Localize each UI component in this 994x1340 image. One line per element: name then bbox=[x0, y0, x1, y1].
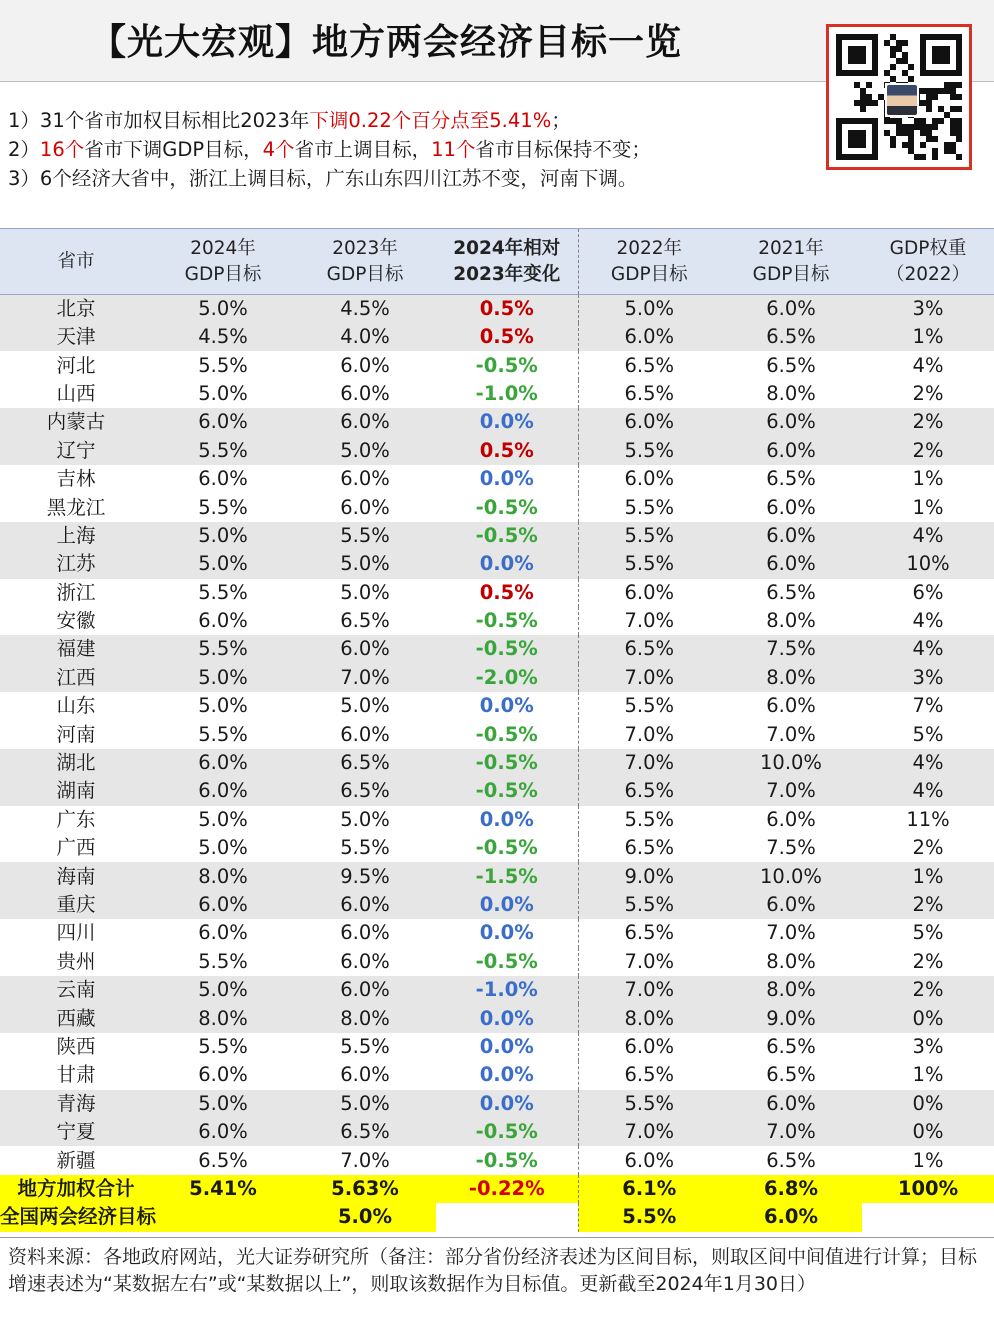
gdp2024-cell: 5.5% bbox=[198, 1034, 248, 1058]
summary-text: 省市下调GDP目标， bbox=[84, 138, 263, 161]
change-cell: -0.5% bbox=[436, 635, 578, 663]
gdp2021-cell: 6.5% bbox=[766, 1148, 816, 1172]
gdp2022-cell: 6.5% bbox=[624, 381, 675, 405]
weight-cell: 4% bbox=[912, 779, 944, 803]
summary-highlight: 下调0.22个百分点至5.41% bbox=[309, 109, 552, 132]
gdp2021-cell: 6.0% bbox=[766, 893, 816, 916]
province-cell: 海南 bbox=[56, 864, 96, 888]
sum-weight: 100% bbox=[897, 1176, 959, 1200]
gdp2023-cell: 6.0% bbox=[340, 893, 390, 916]
table-row bbox=[0, 749, 994, 777]
gdp2022-cell: 5.5% bbox=[624, 523, 675, 547]
gdp2023-cell: 6.0% bbox=[340, 381, 390, 405]
change-cell: -0.5% bbox=[436, 1118, 578, 1146]
gdp2023-cell: 5.0% bbox=[340, 580, 390, 604]
gdp2021-cell: 6.0% bbox=[766, 552, 816, 576]
gdp2023-cell: 5.0% bbox=[340, 552, 390, 576]
change-cell: -0.5% bbox=[436, 607, 578, 635]
gdp2023-cell: 5.0% bbox=[340, 1091, 390, 1115]
gdp2022-cell: 5.5% bbox=[624, 552, 675, 576]
change-cell: -0.5% bbox=[436, 493, 578, 521]
gdp2022-cell: 6.5% bbox=[624, 353, 675, 377]
gdp2022-cell: 5.5% bbox=[624, 807, 675, 831]
gdp2023-cell: 6.0% bbox=[340, 467, 390, 491]
gdp2022-cell: 5.5% bbox=[624, 438, 675, 462]
change-cell: -0.5% bbox=[436, 749, 578, 777]
gdp2021-cell: 6.0% bbox=[766, 438, 816, 462]
gdp2024-cell: 6.0% bbox=[198, 751, 248, 775]
gdp2022-cell: 7.0% bbox=[624, 609, 675, 633]
province-cell: 北京 bbox=[56, 297, 96, 320]
gdp2024-cell: 5.5% bbox=[198, 722, 248, 746]
gdp2023-cell: 6.0% bbox=[340, 921, 390, 945]
gdp2021-cell: 8.0% bbox=[766, 949, 816, 973]
change-cell: -0.5% bbox=[436, 351, 578, 379]
weight-cell: 0% bbox=[912, 1120, 944, 1144]
weight-cell: 2% bbox=[912, 410, 944, 434]
gdp2021-cell: 6.0% bbox=[766, 694, 816, 718]
gdp2021-cell: 6.0% bbox=[766, 495, 816, 519]
gdp2021-cell: 7.5% bbox=[766, 836, 816, 860]
table-row bbox=[0, 948, 994, 976]
weighted-sum-row bbox=[0, 1175, 994, 1203]
summary-text: 1）31个省市加权目标相比2023年 bbox=[8, 109, 310, 132]
gdp2021-cell: 7.5% bbox=[766, 637, 816, 661]
gdp2023-cell: 5.5% bbox=[340, 836, 390, 860]
gdp2022-cell: 6.0% bbox=[624, 580, 675, 604]
province-cell: 天津 bbox=[56, 325, 96, 349]
province-cell: 吉林 bbox=[56, 467, 96, 491]
table-row bbox=[0, 493, 994, 521]
weight-cell: 4% bbox=[912, 523, 944, 547]
table-row bbox=[0, 323, 994, 351]
gdp-target-table bbox=[0, 228, 994, 1232]
table-row bbox=[0, 1118, 994, 1146]
change-cell: -1.5% bbox=[436, 862, 578, 890]
sum-g24: 5.41% bbox=[189, 1176, 257, 1200]
province-cell: 青海 bbox=[56, 1091, 96, 1115]
summary-line-2 bbox=[8, 135, 818, 164]
gdp2021-cell: 6.0% bbox=[766, 523, 816, 547]
gdp2022-cell: 6.5% bbox=[624, 1063, 675, 1087]
gdp2023-cell: 6.0% bbox=[340, 949, 390, 973]
gdp2021-cell: 10.0% bbox=[760, 864, 822, 888]
summary-line-3: 3）6个经济大省中，浙江上调目标，广东山东四川江苏不变，河南下调。 bbox=[8, 167, 638, 190]
province-cell: 浙江 bbox=[56, 580, 96, 604]
sum-g22: 6.1% bbox=[622, 1176, 677, 1200]
gdp2024-cell: 5.5% bbox=[198, 438, 248, 462]
table-row bbox=[0, 1090, 994, 1118]
table-row bbox=[0, 635, 994, 663]
weight-cell: 2% bbox=[912, 978, 944, 1002]
weight-cell: 6% bbox=[912, 580, 944, 604]
gdp2023-cell: 4.5% bbox=[340, 297, 390, 320]
gdp2021-cell: 7.0% bbox=[766, 921, 816, 945]
national-change bbox=[436, 1203, 578, 1231]
change-cell: 0.0% bbox=[436, 891, 578, 919]
change-cell: -0.5% bbox=[436, 948, 578, 976]
gdp2022-cell: 7.0% bbox=[624, 751, 675, 775]
qr-code-icon bbox=[826, 24, 972, 170]
change-cell: -0.5% bbox=[436, 1146, 578, 1174]
weight-cell: 2% bbox=[912, 893, 944, 916]
national-g21: 6.0% bbox=[763, 1205, 819, 1229]
gdp2023-cell: 6.0% bbox=[340, 722, 390, 746]
change-cell: 0.0% bbox=[436, 1061, 578, 1089]
national-g24 bbox=[152, 1203, 294, 1231]
summary-text: ； bbox=[551, 109, 571, 132]
sum-change: -0.22% bbox=[436, 1175, 578, 1203]
change-cell: 0.0% bbox=[436, 806, 578, 834]
change-cell: -2.0% bbox=[436, 664, 578, 692]
province-cell: 内蒙古 bbox=[46, 410, 106, 434]
summary-text: 2） bbox=[8, 138, 40, 161]
summary-text: 省市目标保持不变； bbox=[475, 138, 651, 161]
gdp2022-cell: 6.0% bbox=[624, 410, 675, 434]
gdp2023-cell: 6.0% bbox=[340, 410, 390, 434]
change-cell: 0.0% bbox=[436, 1033, 578, 1061]
header-gdp2021: 2021年 GDP目标 bbox=[720, 229, 862, 295]
header-province: 省市 bbox=[0, 229, 152, 295]
weight-cell: 4% bbox=[912, 637, 944, 661]
gdp2022-cell: 5.5% bbox=[624, 893, 675, 916]
gdp2024-cell: 5.0% bbox=[198, 381, 248, 405]
gdp2023-cell: 5.5% bbox=[340, 1034, 390, 1058]
province-cell: 江苏 bbox=[56, 552, 96, 576]
gdp2023-cell: 6.5% bbox=[340, 1120, 390, 1144]
table-row bbox=[0, 664, 994, 692]
gdp2022-cell: 5.0% bbox=[624, 297, 675, 320]
source-note: 资料来源：各地政府网站，光大证券研究所（备注：部分省份经济表述为区间目标，则取区间中间值进行计算；目标增速表述为“某数据左右”或“某数据以上”，则取该数据作为目标值。更新截至2024年1月30日） bbox=[0, 1237, 994, 1340]
weight-cell: 1% bbox=[912, 1148, 944, 1172]
national-g23: 5.0% bbox=[337, 1205, 393, 1229]
table-header-row bbox=[0, 229, 994, 295]
gdp2024-cell: 6.0% bbox=[198, 410, 248, 434]
gdp2024-cell: 5.0% bbox=[198, 552, 248, 576]
province-cell: 宁夏 bbox=[56, 1120, 96, 1144]
change-cell: 0.0% bbox=[436, 1004, 578, 1032]
gdp2024-cell: 6.0% bbox=[198, 467, 248, 491]
gdp2021-cell: 6.5% bbox=[766, 325, 816, 349]
province-cell: 福建 bbox=[56, 637, 96, 661]
gdp2024-cell: 5.5% bbox=[198, 580, 248, 604]
province-cell: 山东 bbox=[56, 694, 96, 718]
gdp2021-cell: 7.0% bbox=[766, 779, 816, 803]
table-row bbox=[0, 806, 994, 834]
avatar bbox=[885, 83, 919, 117]
table-row bbox=[0, 351, 994, 379]
gdp2023-cell: 5.0% bbox=[340, 807, 390, 831]
table-row bbox=[0, 1004, 994, 1032]
weight-cell: 7% bbox=[912, 694, 944, 718]
weight-cell: 3% bbox=[912, 665, 944, 689]
gdp2024-cell: 5.0% bbox=[198, 807, 248, 831]
weight-cell: 1% bbox=[912, 1063, 944, 1087]
gdp2022-cell: 6.0% bbox=[624, 1034, 675, 1058]
province-cell: 湖北 bbox=[56, 751, 96, 775]
weight-cell: 4% bbox=[912, 609, 944, 633]
province-cell: 四川 bbox=[56, 921, 96, 945]
sum-g23: 5.63% bbox=[331, 1176, 399, 1200]
gdp2024-cell: 8.0% bbox=[198, 864, 248, 888]
province-cell: 广东 bbox=[56, 807, 96, 831]
summary-line-1 bbox=[8, 106, 818, 135]
weight-cell: 1% bbox=[912, 325, 944, 349]
table-row bbox=[0, 550, 994, 578]
change-cell: -0.5% bbox=[436, 777, 578, 805]
province-cell: 陕西 bbox=[56, 1034, 96, 1058]
table-row bbox=[0, 919, 994, 947]
gdp2024-cell: 6.0% bbox=[198, 609, 248, 633]
province-cell: 贵州 bbox=[56, 949, 96, 973]
gdp2023-cell: 6.5% bbox=[340, 779, 390, 803]
table-row bbox=[0, 692, 994, 720]
gdp2024-cell: 6.0% bbox=[198, 921, 248, 945]
table-row bbox=[0, 976, 994, 1004]
gdp2023-cell: 6.0% bbox=[340, 1063, 390, 1087]
weight-cell: 0% bbox=[912, 1006, 944, 1030]
summary bbox=[8, 106, 818, 193]
gdp2023-cell: 4.0% bbox=[340, 325, 390, 349]
province-cell: 上海 bbox=[56, 523, 96, 547]
sum-label: 地方加权合计 bbox=[17, 1176, 135, 1200]
change-cell: -0.5% bbox=[436, 522, 578, 550]
gdp2024-cell: 6.0% bbox=[198, 1063, 248, 1087]
table-row bbox=[0, 891, 994, 919]
summary-text: 省市上调目标， bbox=[294, 138, 432, 161]
gdp2021-cell: 8.0% bbox=[766, 609, 816, 633]
gdp2021-cell: 7.0% bbox=[766, 722, 816, 746]
table-row bbox=[0, 380, 994, 408]
province-cell: 辽宁 bbox=[56, 438, 96, 462]
change-cell: 0.5% bbox=[436, 579, 578, 607]
gdp2023-cell: 6.0% bbox=[340, 495, 390, 519]
weight-cell: 1% bbox=[912, 864, 944, 888]
gdp2024-cell: 6.0% bbox=[198, 893, 248, 916]
table-row bbox=[0, 862, 994, 890]
table-row bbox=[0, 777, 994, 805]
weight-cell: 3% bbox=[912, 297, 944, 320]
table-row bbox=[0, 720, 994, 748]
gdp2022-cell: 7.0% bbox=[624, 722, 675, 746]
gdp2022-cell: 7.0% bbox=[624, 949, 675, 973]
gdp2024-cell: 5.0% bbox=[198, 665, 248, 689]
weight-cell: 2% bbox=[912, 949, 944, 973]
weight-cell: 0% bbox=[912, 1091, 944, 1115]
gdp2024-cell: 5.0% bbox=[198, 523, 248, 547]
gdp2022-cell: 7.0% bbox=[624, 1120, 675, 1144]
gdp2023-cell: 6.5% bbox=[340, 751, 390, 775]
province-cell: 黑龙江 bbox=[46, 495, 106, 519]
gdp2022-cell: 6.0% bbox=[624, 325, 675, 349]
gdp2021-cell: 8.0% bbox=[766, 665, 816, 689]
header-gdp2023: 2023年 GDP目标 bbox=[294, 229, 436, 295]
weight-cell: 3% bbox=[912, 1034, 944, 1058]
gdp2023-cell: 6.0% bbox=[340, 353, 390, 377]
gdp2022-cell: 6.5% bbox=[624, 637, 675, 661]
weight-cell: 4% bbox=[912, 353, 944, 377]
gdp2024-cell: 8.0% bbox=[198, 1006, 248, 1030]
gdp2021-cell: 9.0% bbox=[766, 1006, 816, 1030]
national-g22: 5.5% bbox=[622, 1205, 677, 1229]
table-row bbox=[0, 465, 994, 493]
gdp2022-cell: 6.5% bbox=[624, 836, 675, 860]
change-cell: 0.5% bbox=[436, 323, 578, 351]
gdp2022-cell: 5.5% bbox=[624, 495, 675, 519]
weight-cell: 2% bbox=[912, 836, 944, 860]
gdp2022-cell: 9.0% bbox=[624, 864, 675, 888]
change-cell: 0.0% bbox=[436, 550, 578, 578]
weight-cell: 2% bbox=[912, 438, 944, 462]
gdp2024-cell: 5.5% bbox=[198, 949, 248, 973]
gdp2022-cell: 6.0% bbox=[624, 1148, 675, 1172]
gdp2024-cell: 5.5% bbox=[198, 353, 248, 377]
weight-cell: 11% bbox=[906, 807, 950, 831]
gdp2024-cell: 6.0% bbox=[198, 779, 248, 803]
province-cell: 山西 bbox=[56, 381, 96, 405]
gdp2023-cell: 6.0% bbox=[340, 978, 390, 1002]
province-cell: 云南 bbox=[56, 978, 96, 1002]
gdp2024-cell: 4.5% bbox=[198, 325, 248, 349]
change-cell: -1.0% bbox=[436, 976, 578, 1004]
header-change: 2024年相对 2023年变化 bbox=[436, 229, 578, 295]
province-cell: 湖南 bbox=[56, 779, 96, 803]
gdp2021-cell: 6.0% bbox=[766, 807, 816, 831]
change-cell: 0.0% bbox=[436, 1090, 578, 1118]
gdp2022-cell: 6.0% bbox=[624, 467, 675, 491]
province-cell: 广西 bbox=[56, 836, 96, 860]
table-row bbox=[0, 1061, 994, 1089]
table-row bbox=[0, 295, 994, 324]
province-cell: 河北 bbox=[56, 353, 96, 377]
gdp2021-cell: 6.0% bbox=[766, 1091, 816, 1115]
national-weight bbox=[862, 1203, 994, 1231]
gdp2022-cell: 7.0% bbox=[624, 665, 675, 689]
page-title: 【光大宏观】地方两会经济目标一览 bbox=[90, 21, 683, 63]
gdp2024-cell: 5.5% bbox=[198, 637, 248, 661]
gdp2024-cell: 5.0% bbox=[198, 297, 248, 320]
gdp2022-cell: 6.5% bbox=[624, 921, 675, 945]
gdp2021-cell: 6.5% bbox=[766, 580, 816, 604]
gdp2023-cell: 5.0% bbox=[340, 438, 390, 462]
gdp2023-cell: 5.0% bbox=[340, 694, 390, 718]
header-gdp2022: 2022年 GDP目标 bbox=[578, 229, 720, 295]
gdp2024-cell: 5.0% bbox=[198, 1091, 248, 1115]
gdp2021-cell: 6.5% bbox=[766, 1034, 816, 1058]
table-row bbox=[0, 1033, 994, 1061]
province-cell: 安徽 bbox=[56, 609, 96, 633]
table-body bbox=[0, 295, 994, 1232]
gdp2021-cell: 8.0% bbox=[766, 978, 816, 1002]
gdp2024-cell: 5.0% bbox=[198, 836, 248, 860]
table-row bbox=[0, 408, 994, 436]
gdp2023-cell: 8.0% bbox=[340, 1006, 390, 1030]
weight-cell: 1% bbox=[912, 467, 944, 491]
gdp2021-cell: 6.5% bbox=[766, 353, 816, 377]
gdp2021-cell: 6.0% bbox=[766, 410, 816, 434]
gdp2023-cell: 6.5% bbox=[340, 609, 390, 633]
gdp2022-cell: 8.0% bbox=[624, 1006, 675, 1030]
gdp2024-cell: 5.0% bbox=[198, 978, 248, 1002]
change-cell: 0.0% bbox=[436, 465, 578, 493]
sum-g21: 6.8% bbox=[763, 1176, 819, 1200]
summary-highlight: 11个 bbox=[431, 138, 476, 161]
gdp2023-cell: 9.5% bbox=[340, 864, 390, 888]
summary-highlight: 4个 bbox=[262, 138, 295, 161]
gdp2023-cell: 7.0% bbox=[340, 1148, 390, 1172]
province-cell: 河南 bbox=[56, 722, 96, 746]
gdp2023-cell: 6.0% bbox=[340, 637, 390, 661]
gdp2022-cell: 5.5% bbox=[624, 694, 675, 718]
change-cell: -0.5% bbox=[436, 720, 578, 748]
change-cell: 0.0% bbox=[436, 919, 578, 947]
gdp2024-cell: 5.0% bbox=[198, 694, 248, 718]
gdp2021-cell: 6.5% bbox=[766, 467, 816, 491]
table-row bbox=[0, 1146, 994, 1174]
change-cell: 0.5% bbox=[436, 437, 578, 465]
gdp2022-cell: 7.0% bbox=[624, 978, 675, 1002]
table-row bbox=[0, 834, 994, 862]
change-cell: -0.5% bbox=[436, 834, 578, 862]
summary-highlight: 16个 bbox=[39, 138, 85, 161]
gdp2022-cell: 5.5% bbox=[624, 1091, 675, 1115]
table-row bbox=[0, 579, 994, 607]
weight-cell: 4% bbox=[912, 751, 944, 775]
gdp2022-cell: 6.5% bbox=[624, 779, 675, 803]
national-target-row bbox=[0, 1203, 994, 1231]
gdp2021-cell: 8.0% bbox=[766, 381, 816, 405]
change-cell: 0.5% bbox=[436, 295, 578, 324]
gdp2024-cell: 5.5% bbox=[198, 495, 248, 519]
province-cell: 江西 bbox=[56, 665, 96, 689]
weight-cell: 1% bbox=[912, 495, 944, 519]
weight-cell: 10% bbox=[906, 552, 950, 576]
change-cell: 0.0% bbox=[436, 692, 578, 720]
gdp2021-cell: 6.5% bbox=[766, 1063, 816, 1087]
gdp2024-cell: 6.0% bbox=[198, 1120, 248, 1144]
change-cell: -1.0% bbox=[436, 380, 578, 408]
province-cell: 甘肃 bbox=[56, 1063, 96, 1087]
weight-cell: 2% bbox=[912, 381, 944, 405]
change-cell: 0.0% bbox=[436, 408, 578, 436]
province-cell: 新疆 bbox=[56, 1148, 96, 1172]
gdp2023-cell: 5.5% bbox=[340, 523, 390, 547]
gdp2023-cell: 7.0% bbox=[340, 665, 390, 689]
gdp2024-cell: 6.5% bbox=[198, 1148, 248, 1172]
header-weight: GDP权重 （2022） bbox=[862, 229, 994, 295]
table-row bbox=[0, 437, 994, 465]
gdp2021-cell: 10.0% bbox=[760, 751, 822, 775]
national-label: 全国两会经济目标 bbox=[0, 1205, 157, 1229]
weight-cell: 5% bbox=[912, 921, 944, 945]
weight-cell: 5% bbox=[912, 722, 944, 746]
gdp2021-cell: 7.0% bbox=[766, 1120, 816, 1144]
province-cell: 重庆 bbox=[56, 893, 96, 916]
header-gdp2024: 2024年 GDP目标 bbox=[152, 229, 294, 295]
table-row bbox=[0, 522, 994, 550]
province-cell: 西藏 bbox=[56, 1006, 96, 1030]
table-row bbox=[0, 607, 994, 635]
gdp2021-cell: 6.0% bbox=[766, 297, 816, 320]
